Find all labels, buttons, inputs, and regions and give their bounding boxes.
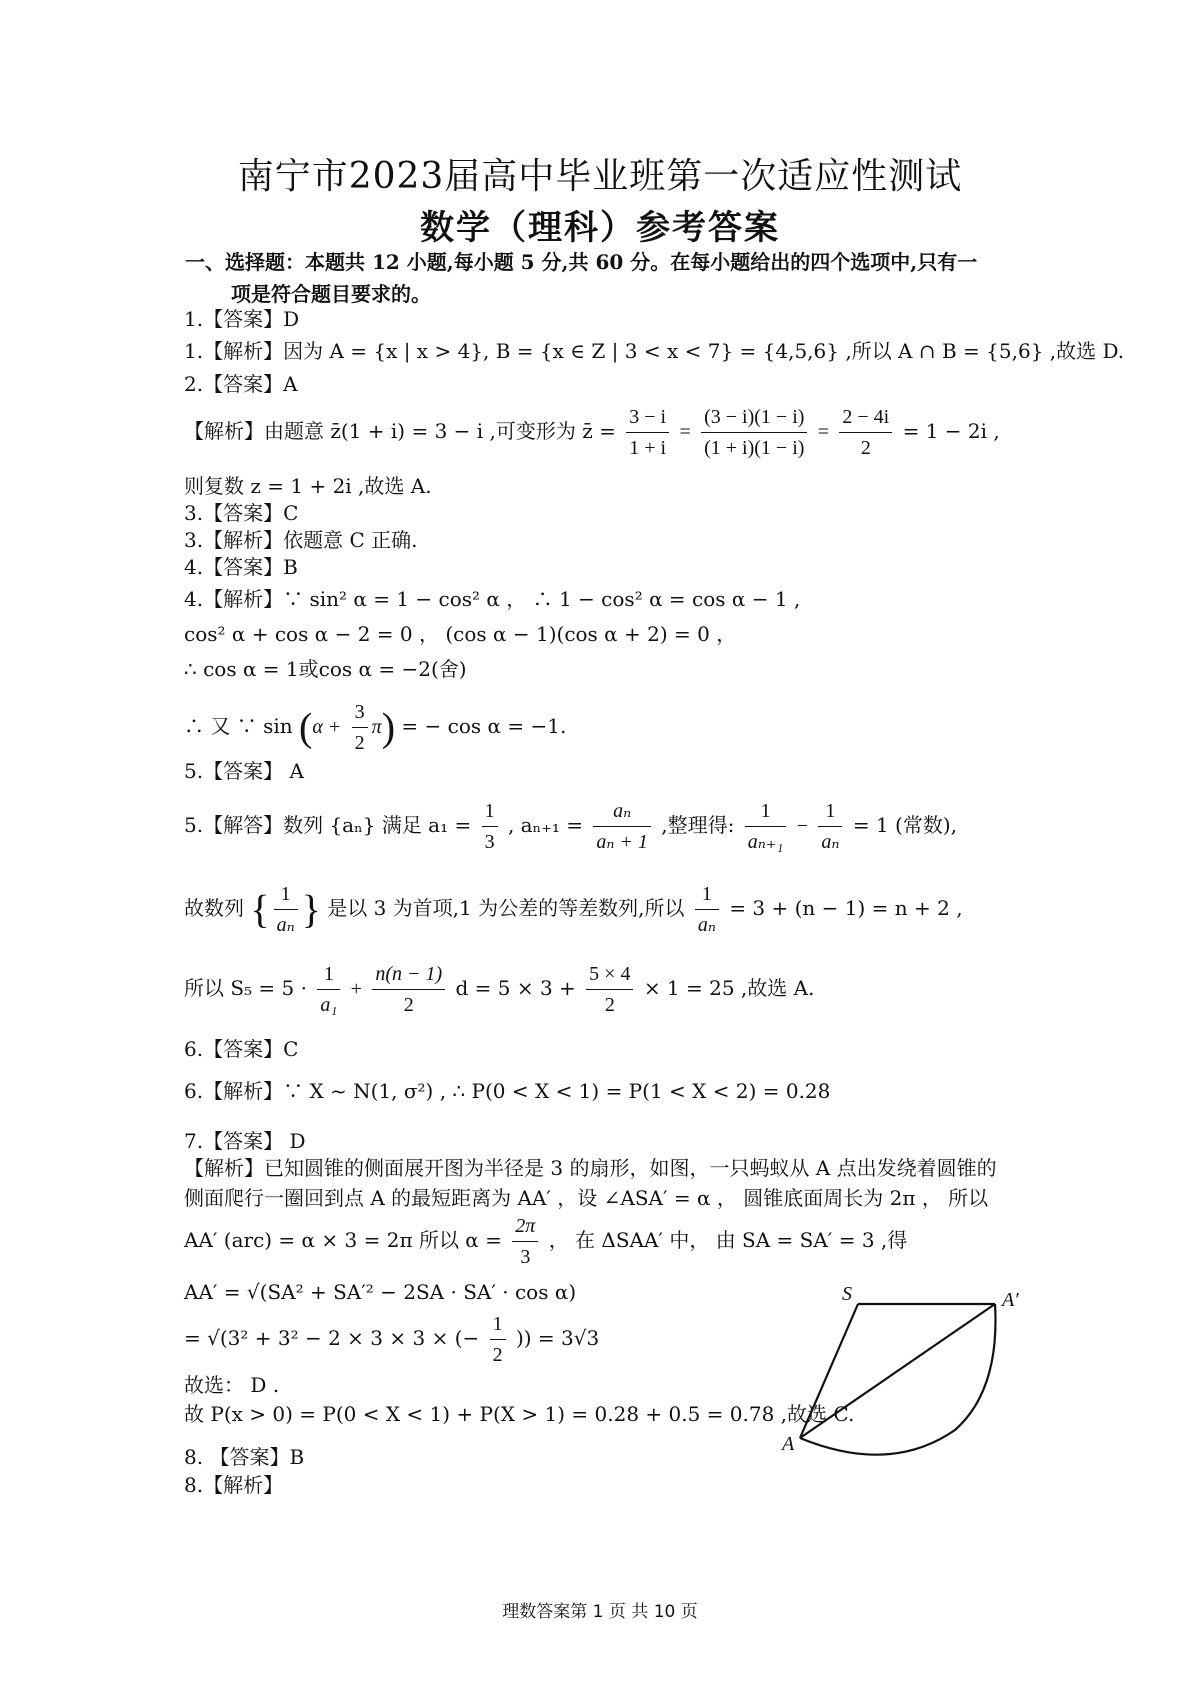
q7-line-3-a: AA′ (arc) = α × 3 = 2π 所以 α = bbox=[184, 1228, 502, 1252]
q2-f1-num: 3 − i bbox=[626, 402, 669, 433]
q6-answer: 6.【答案】C bbox=[184, 1037, 299, 1061]
q4-line-1: 4.【解析】∵ sin² α = 1 − cos² α ， ∴ 1 − cos² α = cos α − 1 , bbox=[184, 587, 801, 611]
q5-fraction-9 bbox=[586, 959, 633, 1020]
q5-f2-num: aₙ bbox=[593, 796, 651, 827]
q5-brace-open: { bbox=[250, 886, 270, 932]
q5-f5-num: 1 bbox=[274, 879, 298, 910]
q2-eq-2: = bbox=[817, 421, 830, 443]
q2-f1-den: 1 + i bbox=[629, 437, 667, 459]
page-subtitle: 数学（理科）参考答案 bbox=[420, 208, 780, 248]
section-heading bbox=[185, 246, 1045, 310]
q7-line-4: AA′ = √(SA² + SA′² − 2SA · SA′ · cos α) bbox=[184, 1280, 577, 1304]
q2-f2-num: (3 − i)(1 − i) bbox=[701, 402, 807, 433]
q4-answer: 4.【答案】B bbox=[184, 555, 298, 579]
q7-line-5-b: )) = 3√3 bbox=[515, 1326, 600, 1350]
page-title: 南宁市2023届高中毕业班第一次适应性测试 bbox=[237, 156, 963, 197]
q7-f2-den: 2 bbox=[492, 1344, 503, 1366]
q1-analysis: 1.【解析】因为 A = {x | x > 4}, B = {x ∈ Z | 3 < x < 7} = {4,5,6} ,所以 A ∩ B = {5,6} ,故选 D. bbox=[184, 339, 1125, 363]
q7-fraction-2 bbox=[490, 1309, 506, 1370]
q7-line-3-b: ， 在 ΔSAA′ 中， 由 SA = SA′ = 3 ,得 bbox=[548, 1228, 908, 1252]
page-footer: 理数答案第 1 页 共 10 页 bbox=[502, 1602, 698, 1622]
q4-fraction bbox=[352, 697, 368, 758]
q7-f1-den: 3 bbox=[520, 1246, 531, 1268]
q2-answer: 2.【答案】A bbox=[184, 372, 298, 396]
q2-analysis-text-b: = 1 − 2i , bbox=[902, 419, 1000, 443]
q7-line-1: 【解析】已知圆锥的侧面展开图为半径是 3 的扇形，如图，一只蚂蚁从 A 点出发绕着圆锥的 bbox=[184, 1156, 997, 1180]
q5-fraction-8 bbox=[372, 959, 445, 1020]
q5-fraction-7 bbox=[317, 959, 340, 1020]
q7-f1-num: 2π bbox=[512, 1211, 538, 1242]
q5-fraction-6 bbox=[695, 879, 719, 940]
q4-alpha-plus: α + bbox=[312, 716, 342, 738]
q5-fraction-2 bbox=[593, 796, 651, 857]
q5-f1-den: 3 bbox=[484, 831, 495, 853]
q5-line-1-c: ,整理得: bbox=[661, 813, 735, 837]
q5-f2-den: aₙ + 1 bbox=[596, 831, 648, 853]
q7-line-2: 侧面爬行一圈回到点 A 的最短距离为 AA′ ，设 ∠ASA′ = α ， 圆锥底面周长为 2π ， 所以 bbox=[184, 1186, 989, 1210]
q5-f7-num: 1 bbox=[317, 959, 340, 990]
q5-f9-num: 5 × 4 bbox=[586, 959, 633, 990]
q4-line-2: cos² α + cos α − 2 = 0 ， (cos α − 1)(cos α + 2) = 0 ， bbox=[184, 622, 737, 646]
q6-analysis: 6.【解析】∵ X ~ N(1, σ²) , ∴ P(0 < X < 1) = P(1 < X < 2) = 0.28 bbox=[184, 1079, 831, 1103]
q5-fraction-5 bbox=[274, 879, 298, 940]
q5-line-3-b: d = 5 × 3 + bbox=[455, 976, 576, 1000]
q2-eq-1: = bbox=[679, 421, 691, 443]
q5-line-3 bbox=[184, 955, 814, 1022]
q5-f5-den: aₙ bbox=[276, 914, 295, 936]
q2-f3-den: 2 bbox=[860, 437, 871, 459]
q5-line-2-a: 故数列 bbox=[184, 896, 244, 920]
q5-fraction-1 bbox=[482, 796, 498, 857]
q5-f6-num: 1 bbox=[695, 879, 719, 910]
q5-minus: − bbox=[796, 815, 809, 837]
q5-f8-den: 2 bbox=[403, 994, 414, 1016]
q2-fraction-2 bbox=[701, 402, 807, 463]
q5-answer: 5.【答案】 A bbox=[184, 759, 304, 783]
q5-f3-den: aₙ₊₁ bbox=[747, 831, 784, 853]
q7-line-7: 故 P(x > 0) = P(0 < X < 1) + P(X > 1) = 0.28 + 0.5 = 0.78 ,故选 C. bbox=[184, 1402, 855, 1426]
q5-line-3-a: 所以 S₅ = 5 · bbox=[184, 976, 307, 1000]
q5-line-1-a: 5.【解答】数列 {aₙ} 满足 a₁ = bbox=[184, 813, 472, 837]
section-heading-line2: 项是符合题目要求的。 bbox=[231, 282, 431, 306]
q5-f7-den: a₁ bbox=[320, 994, 338, 1016]
sector-figure bbox=[770, 1270, 1040, 1470]
q8-answer: 8. 【答案】B bbox=[184, 1445, 305, 1469]
q2-f2-den: (1 + i)(1 − i) bbox=[704, 437, 805, 459]
q4-line-3: ∴ cos α = 1或cos α = −2(舍) bbox=[184, 657, 467, 681]
q4-line-4 bbox=[184, 693, 566, 761]
sector-arc bbox=[800, 1304, 996, 1455]
q5-f1-num: 1 bbox=[482, 796, 498, 827]
q5-line-3-c: × 1 = 25 ,故选 A. bbox=[643, 976, 815, 1000]
q4-f-num: 3 bbox=[352, 697, 368, 728]
q5-brace-close: } bbox=[301, 886, 321, 932]
q4-paren-close: ) bbox=[381, 704, 396, 750]
q1-answer: 1.【答案】D bbox=[184, 307, 300, 331]
q2-fraction-1 bbox=[626, 402, 669, 463]
q2-f3-num: 2 − 4i bbox=[839, 402, 892, 433]
q5-f4-den: aₙ bbox=[821, 831, 840, 853]
q5-line-1-d: = 1 (常数), bbox=[852, 813, 958, 837]
q4-f-den: 2 bbox=[354, 732, 365, 754]
q4-line-4-a: ∴ 又 ∵ sin bbox=[184, 714, 293, 738]
section-heading-line1: 一、选择题：本题共 12 小题,每小题 5 分,共 60 分。在每小题给出的四个选项中,只有一 bbox=[185, 250, 978, 274]
q5-f6-den: aₙ bbox=[697, 914, 716, 936]
q4-pi: π bbox=[371, 716, 382, 738]
q5-f4-num: 1 bbox=[818, 796, 842, 827]
q5-line-2-c: = 3 + (n − 1) = n + 2 , bbox=[729, 896, 963, 920]
q4-paren-open: ( bbox=[298, 704, 313, 750]
q5-fraction-3 bbox=[745, 796, 787, 857]
q2-fraction-3 bbox=[839, 402, 892, 463]
q5-line-2 bbox=[184, 875, 963, 943]
q7-fraction-1 bbox=[512, 1211, 538, 1272]
q8-analysis: 8.【解析】 bbox=[184, 1473, 284, 1497]
q2-analysis-text-a: 【解析】由题意 z̄(1 + i) = 3 − i ,可变形为 z̄ = bbox=[184, 419, 616, 443]
q5-f8-num: n(n − 1) bbox=[372, 959, 445, 990]
q2-conclusion: 则复数 z = 1 + 2i ,故选 A. bbox=[184, 474, 432, 498]
q5-line-2-b: 是以 3 为首项,1 为公差的等差数列,所以 bbox=[327, 896, 685, 920]
q5-fraction-4 bbox=[818, 796, 842, 857]
q7-f2-num: 1 bbox=[490, 1309, 506, 1340]
q7-answer: 7.【答案】 D bbox=[184, 1129, 306, 1153]
q5-f9-den: 2 bbox=[604, 994, 615, 1016]
label-a: A bbox=[782, 1433, 795, 1455]
q3-answer: 3.【答案】C bbox=[184, 501, 299, 525]
q7-line-3 bbox=[184, 1210, 907, 1272]
q7-line-6: 故选： D . bbox=[184, 1373, 280, 1397]
q2-analysis-line bbox=[184, 398, 1000, 465]
q7-line-5 bbox=[184, 1308, 599, 1370]
q4-line-4-b: = − cos α = −1. bbox=[401, 714, 567, 738]
q3-analysis: 3.【解析】依题意 C 正确. bbox=[184, 528, 418, 552]
q7-line-5-a: = √(3² + 3² − 2 × 3 × 3 × (− bbox=[184, 1326, 480, 1350]
q5-line-1 bbox=[184, 792, 957, 859]
q5-f3-num: 1 bbox=[745, 796, 787, 827]
label-a-prime: A′ bbox=[1002, 1289, 1019, 1311]
q5-line-1-b: , aₙ₊₁ = bbox=[507, 813, 583, 837]
label-s: S bbox=[842, 1283, 852, 1305]
q5-plus: + bbox=[350, 978, 362, 1000]
